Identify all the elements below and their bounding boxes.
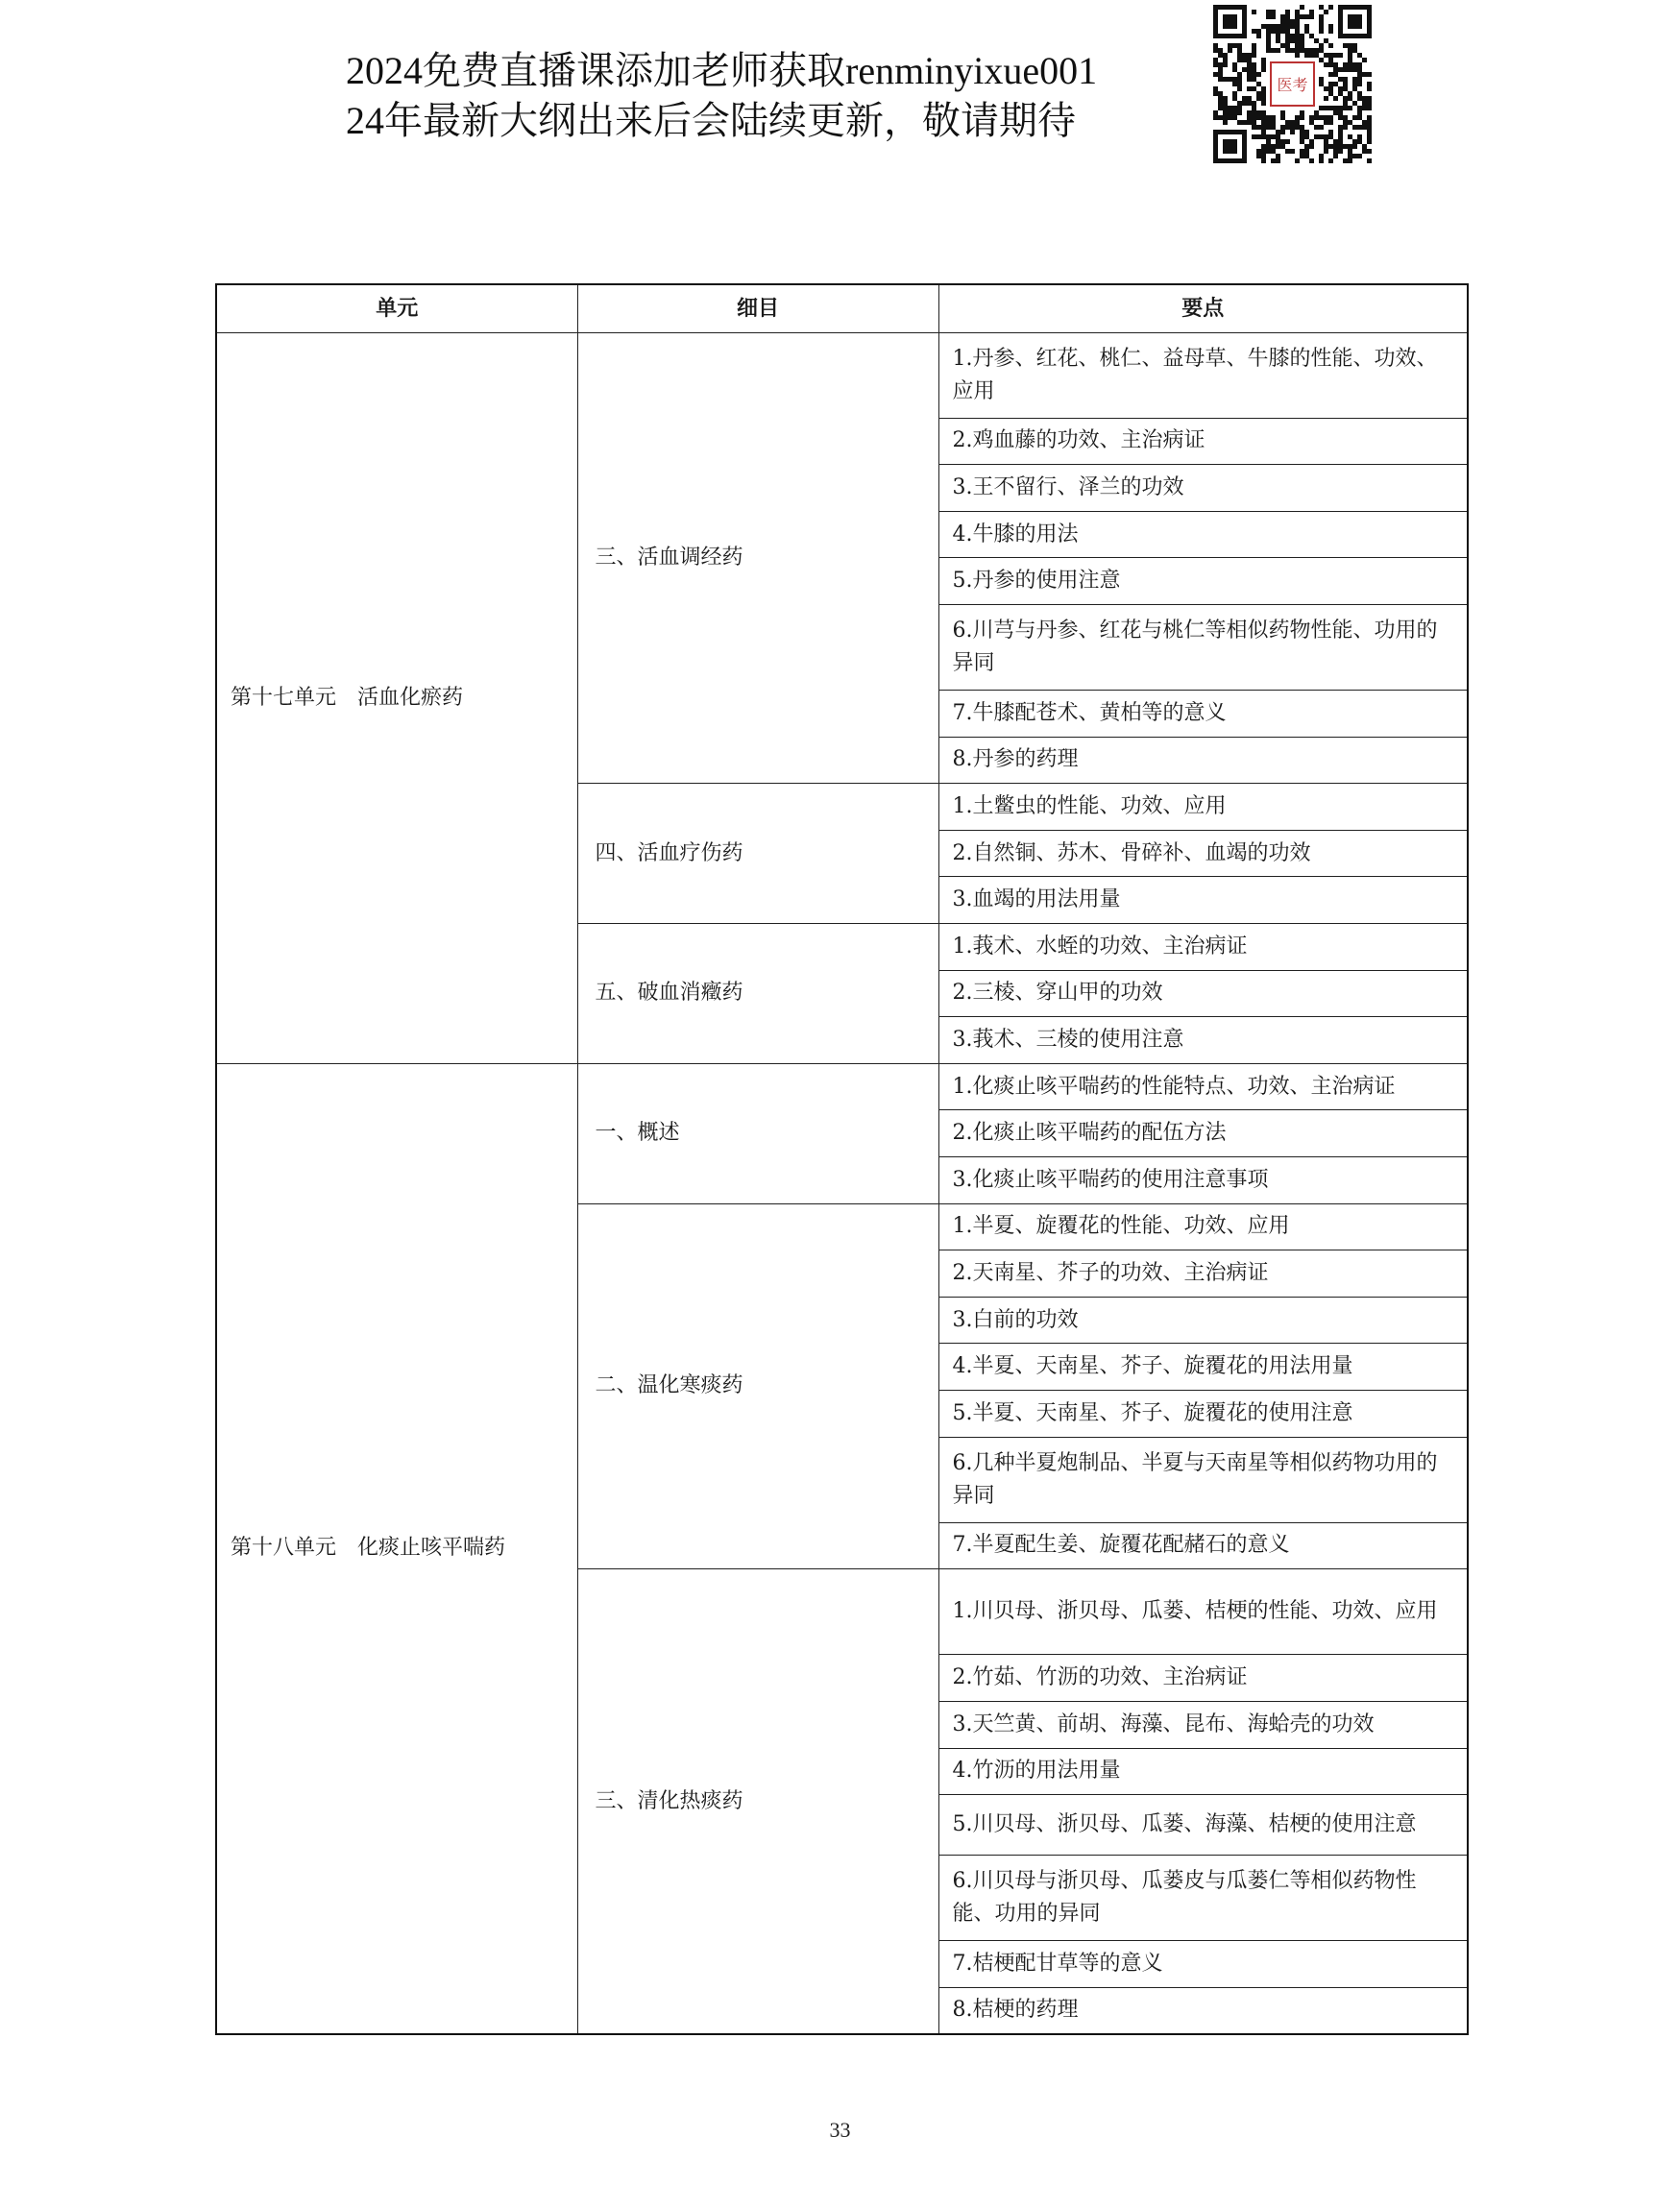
point-cell: 3.白前的功效 — [938, 1297, 1468, 1344]
point-cell: 1.半夏、旋覆花的性能、功效、应用 — [938, 1203, 1468, 1250]
point-cell: 6.川芎与丹参、红花与桃仁等相似药物性能、功用的异同 — [938, 604, 1468, 690]
point-cell: 1.化痰止咳平喘药的性能特点、功效、主治病证 — [938, 1063, 1468, 1110]
qr-logo-text: 医考 — [1277, 76, 1308, 94]
point-cell: 4.半夏、天南星、芥子、旋覆花的用法用量 — [938, 1344, 1468, 1391]
point-cell: 7.半夏配生姜、旋覆花配赭石的意义 — [938, 1522, 1468, 1569]
point-cell: 2.鸡血藤的功效、主治病证 — [938, 418, 1468, 465]
table-row — [216, 332, 1468, 418]
table-header-row — [216, 284, 1468, 332]
point-cell: 5.川贝母、浙贝母、瓜蒌、海藻、桔梗的使用注意 — [938, 1795, 1468, 1856]
table-row — [216, 1063, 1468, 1110]
sub-item-cell: 二、温化寒痰药 — [577, 1203, 938, 1569]
point-cell: 3.天竺黄、前胡、海藻、昆布、海蛤壳的功效 — [938, 1701, 1468, 1748]
point-cell: 7.桔梗配甘草等的意义 — [938, 1940, 1468, 1987]
header-notice — [346, 46, 1191, 146]
syllabus-table — [215, 283, 1469, 2035]
header-unit: 单元 — [216, 284, 577, 332]
point-cell: 3.血竭的用法用量 — [938, 877, 1468, 924]
unit-cell: 第十七单元 活血化瘀药 — [216, 332, 577, 1063]
point-cell: 7.牛膝配苍术、黄柏等的意义 — [938, 691, 1468, 738]
point-cell: 3.莪术、三棱的使用注意 — [938, 1017, 1468, 1064]
sub-item-cell: 五、破血消癥药 — [577, 924, 938, 1064]
point-cell: 1.川贝母、浙贝母、瓜蒌、桔梗的性能、功效、应用 — [938, 1569, 1468, 1655]
point-cell: 4.牛膝的用法 — [938, 511, 1468, 558]
point-cell: 3.化痰止咳平喘药的使用注意事项 — [938, 1157, 1468, 1204]
point-cell: 1.土鳖虫的性能、功效、应用 — [938, 784, 1468, 831]
sub-item-cell: 一、概述 — [577, 1063, 938, 1203]
point-cell: 8.丹参的药理 — [938, 737, 1468, 784]
point-cell: 2.竹茹、竹沥的功效、主治病证 — [938, 1655, 1468, 1702]
point-cell: 5.丹参的使用注意 — [938, 558, 1468, 605]
point-cell: 2.三棱、穿山甲的功效 — [938, 970, 1468, 1017]
point-cell: 6.几种半夏炮制品、半夏与天南星等相似药物功用的异同 — [938, 1437, 1468, 1522]
point-cell: 8.桔梗的药理 — [938, 1987, 1468, 2034]
header-line-2: 24年最新大纲出来后会陆续更新，敬请期待 — [346, 99, 1076, 142]
sub-item-cell: 四、活血疗伤药 — [577, 784, 938, 924]
point-cell: 6.川贝母与浙贝母、瓜蒌皮与瓜蒌仁等相似药物性能、功用的异同 — [938, 1855, 1468, 1940]
header-item: 细目 — [577, 284, 938, 332]
unit-cell: 第十八单元 化痰止咳平喘药 — [216, 1063, 577, 2034]
point-cell: 5.半夏、天南星、芥子、旋覆花的使用注意 — [938, 1390, 1468, 1437]
qr-code-icon — [1213, 5, 1372, 163]
point-cell: 2.自然铜、苏木、骨碎补、血竭的功效 — [938, 830, 1468, 877]
header-points: 要点 — [938, 284, 1468, 332]
point-cell: 3.王不留行、泽兰的功效 — [938, 465, 1468, 512]
point-cell: 2.化痰止咳平喘药的配伍方法 — [938, 1110, 1468, 1157]
sub-item-cell: 三、活血调经药 — [577, 332, 938, 784]
point-cell: 1.莪术、水蛭的功效、主治病证 — [938, 924, 1468, 971]
syllabus-table-container — [215, 283, 1467, 2035]
point-cell: 1.丹参、红花、桃仁、益母草、牛膝的性能、功效、应用 — [938, 332, 1468, 418]
page-number: 33 — [829, 2118, 851, 2142]
header-line-1: 2024免费直播课添加老师获取renminyixue001 — [346, 49, 1098, 92]
sub-item-cell: 三、清化热痰药 — [577, 1569, 938, 2034]
point-cell: 4.竹沥的用法用量 — [938, 1748, 1468, 1795]
point-cell: 2.天南星、芥子的功效、主治病证 — [938, 1250, 1468, 1298]
